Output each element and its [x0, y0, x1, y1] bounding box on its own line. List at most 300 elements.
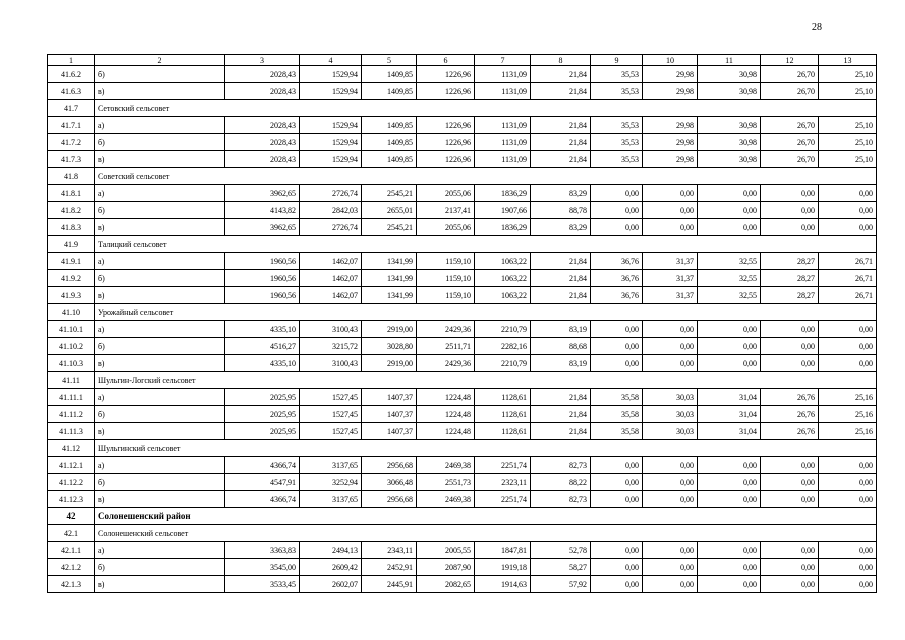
value-cell: 2323,11 — [475, 474, 531, 491]
value-cell: 1226,96 — [417, 66, 475, 83]
value-cell: 29,98 — [643, 151, 698, 168]
section-title: Талицкий сельсовет — [95, 236, 877, 253]
value-cell: 21,84 — [531, 287, 591, 304]
row-code: 41.12.3 — [48, 491, 95, 508]
value-cell: 1226,96 — [417, 83, 475, 100]
value-cell: 1224,48 — [417, 389, 475, 406]
row-code: 41.9.2 — [48, 270, 95, 287]
value-cell: 2429,36 — [417, 321, 475, 338]
value-cell: 1131,09 — [475, 83, 531, 100]
table-row — [48, 321, 877, 338]
value-cell: 1529,94 — [300, 66, 362, 83]
value-cell: 2726,74 — [300, 185, 362, 202]
value-cell: 0,00 — [698, 185, 761, 202]
value-cell: 0,00 — [698, 491, 761, 508]
value-cell: 0,00 — [819, 542, 877, 559]
value-cell: 0,00 — [698, 576, 761, 593]
value-cell: 31,04 — [698, 406, 761, 423]
value-cell: 0,00 — [643, 474, 698, 491]
value-cell: 3363,83 — [225, 542, 300, 559]
section-row — [48, 525, 877, 542]
value-cell: 25,16 — [819, 423, 877, 440]
value-cell: 0,00 — [819, 185, 877, 202]
value-cell: 88,22 — [531, 474, 591, 491]
value-cell: 0,00 — [643, 491, 698, 508]
value-cell: 1960,56 — [225, 270, 300, 287]
row-code: 42.1.2 — [48, 559, 95, 576]
column-header-cell: 10 — [643, 55, 698, 66]
section-row — [48, 100, 877, 117]
value-cell: 26,70 — [761, 134, 819, 151]
value-cell: 0,00 — [643, 355, 698, 372]
value-cell: 2726,74 — [300, 219, 362, 236]
value-cell: 2282,16 — [475, 338, 531, 355]
section-title: Солонешенский район — [95, 508, 877, 525]
value-cell: 0,00 — [761, 559, 819, 576]
value-cell: 1960,56 — [225, 287, 300, 304]
value-cell: 2082,65 — [417, 576, 475, 593]
value-cell: 0,00 — [761, 542, 819, 559]
column-header-cell: 5 — [362, 55, 417, 66]
section-title: Шульгинский сельсовет — [95, 440, 877, 457]
value-cell: 1907,66 — [475, 202, 531, 219]
value-cell: 0,00 — [761, 185, 819, 202]
value-cell: 2445,91 — [362, 576, 417, 593]
value-cell: 2137,41 — [417, 202, 475, 219]
value-cell: 26,71 — [819, 270, 877, 287]
row-label: в) — [95, 491, 225, 508]
row-code: 41.12.2 — [48, 474, 95, 491]
column-header-cell: 6 — [417, 55, 475, 66]
value-cell: 30,03 — [643, 423, 698, 440]
value-cell: 1128,61 — [475, 423, 531, 440]
value-cell: 0,00 — [761, 491, 819, 508]
value-cell: 26,70 — [761, 151, 819, 168]
value-cell: 21,84 — [531, 66, 591, 83]
section-row — [48, 168, 877, 185]
value-cell: 1527,45 — [300, 423, 362, 440]
value-cell: 2469,38 — [417, 491, 475, 508]
column-header-cell: 7 — [475, 55, 531, 66]
table-row — [48, 576, 877, 593]
value-cell: 3100,43 — [300, 321, 362, 338]
value-cell: 1224,48 — [417, 423, 475, 440]
value-cell: 4335,10 — [225, 355, 300, 372]
value-cell: 82,73 — [531, 491, 591, 508]
table-row — [48, 270, 877, 287]
row-code: 41.8.2 — [48, 202, 95, 219]
value-cell: 0,00 — [819, 457, 877, 474]
value-cell: 26,71 — [819, 253, 877, 270]
row-label: а) — [95, 389, 225, 406]
column-header-cell: 1 — [48, 55, 95, 66]
value-cell: 0,00 — [819, 338, 877, 355]
value-cell: 0,00 — [819, 355, 877, 372]
value-cell: 0,00 — [643, 202, 698, 219]
value-cell: 1407,37 — [362, 389, 417, 406]
value-cell: 0,00 — [698, 355, 761, 372]
value-cell: 1063,22 — [475, 287, 531, 304]
value-cell: 0,00 — [643, 321, 698, 338]
value-cell: 0,00 — [643, 185, 698, 202]
value-cell: 0,00 — [698, 202, 761, 219]
value-cell: 31,04 — [698, 423, 761, 440]
row-code: 41.11.3 — [48, 423, 95, 440]
value-cell: 3215,72 — [300, 338, 362, 355]
value-cell: 2655,01 — [362, 202, 417, 219]
value-cell: 21,84 — [531, 134, 591, 151]
value-cell: 0,00 — [819, 202, 877, 219]
value-cell: 3137,65 — [300, 457, 362, 474]
value-cell: 0,00 — [591, 491, 643, 508]
table-row — [48, 559, 877, 576]
value-cell: 4366,74 — [225, 491, 300, 508]
value-cell: 2956,68 — [362, 457, 417, 474]
column-header-cell: 13 — [819, 55, 877, 66]
value-cell: 0,00 — [643, 559, 698, 576]
row-label: в) — [95, 423, 225, 440]
row-code: 41.8.1 — [48, 185, 95, 202]
row-code: 41.12.1 — [48, 457, 95, 474]
row-code: 41.11.2 — [48, 406, 95, 423]
page-number: 28 — [812, 22, 822, 33]
value-cell: 0,00 — [819, 474, 877, 491]
value-cell: 4143,82 — [225, 202, 300, 219]
value-cell: 2511,71 — [417, 338, 475, 355]
value-cell: 2028,43 — [225, 83, 300, 100]
table-row — [48, 389, 877, 406]
value-cell: 0,00 — [698, 542, 761, 559]
value-cell: 4366,74 — [225, 457, 300, 474]
value-cell: 26,70 — [761, 117, 819, 134]
value-cell: 21,84 — [531, 253, 591, 270]
value-cell: 1224,48 — [417, 406, 475, 423]
value-cell: 25,10 — [819, 117, 877, 134]
value-cell: 30,98 — [698, 66, 761, 83]
value-cell: 0,00 — [819, 219, 877, 236]
value-cell: 1527,45 — [300, 406, 362, 423]
row-code: 42.1.3 — [48, 576, 95, 593]
column-header-cell: 9 — [591, 55, 643, 66]
value-cell: 88,68 — [531, 338, 591, 355]
value-cell: 26,71 — [819, 287, 877, 304]
value-cell: 35,53 — [591, 151, 643, 168]
value-cell: 31,37 — [643, 287, 698, 304]
value-cell: 2452,91 — [362, 559, 417, 576]
value-cell: 0,00 — [761, 355, 819, 372]
value-cell: 1529,94 — [300, 117, 362, 134]
row-label: а) — [95, 457, 225, 474]
section-row — [48, 372, 877, 389]
value-cell: 1128,61 — [475, 406, 531, 423]
value-cell: 29,98 — [643, 117, 698, 134]
value-cell: 1529,94 — [300, 83, 362, 100]
row-code: 41.9.3 — [48, 287, 95, 304]
section-title: Сетовский сельсовет — [95, 100, 877, 117]
value-cell: 1226,96 — [417, 151, 475, 168]
value-cell: 0,00 — [643, 219, 698, 236]
value-cell: 3533,45 — [225, 576, 300, 593]
value-cell: 1063,22 — [475, 253, 531, 270]
row-code: 41.12 — [48, 440, 95, 457]
value-cell: 83,19 — [531, 355, 591, 372]
row-label: б) — [95, 406, 225, 423]
value-cell: 1407,37 — [362, 406, 417, 423]
value-cell: 35,53 — [591, 134, 643, 151]
value-cell: 2919,00 — [362, 321, 417, 338]
value-cell: 2025,95 — [225, 406, 300, 423]
district-row — [48, 508, 877, 525]
value-cell: 31,37 — [643, 253, 698, 270]
value-cell: 0,00 — [761, 338, 819, 355]
row-code: 41.8.3 — [48, 219, 95, 236]
value-cell: 2545,21 — [362, 219, 417, 236]
value-cell: 58,27 — [531, 559, 591, 576]
value-cell: 21,84 — [531, 423, 591, 440]
table-row — [48, 117, 877, 134]
row-code: 41.8 — [48, 168, 95, 185]
value-cell: 0,00 — [643, 542, 698, 559]
value-cell: 0,00 — [761, 219, 819, 236]
tariff-table — [47, 54, 877, 593]
row-label: а) — [95, 253, 225, 270]
value-cell: 0,00 — [698, 338, 761, 355]
value-cell: 2210,79 — [475, 355, 531, 372]
value-cell: 1226,96 — [417, 134, 475, 151]
table-row — [48, 457, 877, 474]
row-label: а) — [95, 321, 225, 338]
value-cell: 0,00 — [761, 457, 819, 474]
row-code: 41.11.1 — [48, 389, 95, 406]
value-cell: 0,00 — [591, 338, 643, 355]
value-cell: 35,58 — [591, 406, 643, 423]
value-cell: 1836,29 — [475, 185, 531, 202]
value-cell: 1409,85 — [362, 66, 417, 83]
row-label: б) — [95, 559, 225, 576]
table-row — [48, 355, 877, 372]
value-cell: 28,27 — [761, 270, 819, 287]
value-cell: 2551,73 — [417, 474, 475, 491]
value-cell: 2055,06 — [417, 185, 475, 202]
row-code: 41.10.2 — [48, 338, 95, 355]
row-label: в) — [95, 576, 225, 593]
value-cell: 2343,11 — [362, 542, 417, 559]
value-cell: 2028,43 — [225, 117, 300, 134]
value-cell: 2251,74 — [475, 491, 531, 508]
value-cell: 0,00 — [761, 202, 819, 219]
value-cell: 26,70 — [761, 83, 819, 100]
value-cell: 35,58 — [591, 423, 643, 440]
value-cell: 2025,95 — [225, 423, 300, 440]
value-cell: 3100,43 — [300, 355, 362, 372]
value-cell: 25,10 — [819, 151, 877, 168]
table-row — [48, 253, 877, 270]
table-row — [48, 66, 877, 83]
value-cell: 29,98 — [643, 66, 698, 83]
table-row — [48, 474, 877, 491]
table-row — [48, 185, 877, 202]
value-cell: 2842,03 — [300, 202, 362, 219]
value-cell: 0,00 — [698, 559, 761, 576]
table-row — [48, 287, 877, 304]
value-cell: 0,00 — [698, 474, 761, 491]
value-cell: 2028,43 — [225, 134, 300, 151]
value-cell: 0,00 — [819, 491, 877, 508]
value-cell: 0,00 — [698, 219, 761, 236]
value-cell: 0,00 — [591, 219, 643, 236]
value-cell: 29,98 — [643, 83, 698, 100]
row-label: в) — [95, 355, 225, 372]
row-label: б) — [95, 134, 225, 151]
table-row — [48, 83, 877, 100]
value-cell: 52,78 — [531, 542, 591, 559]
value-cell: 0,00 — [761, 321, 819, 338]
value-cell: 2005,55 — [417, 542, 475, 559]
section-row — [48, 304, 877, 321]
value-cell: 35,53 — [591, 83, 643, 100]
value-cell: 0,00 — [591, 576, 643, 593]
row-label: б) — [95, 474, 225, 491]
value-cell: 1159,10 — [417, 253, 475, 270]
value-cell: 1409,85 — [362, 151, 417, 168]
value-cell: 1159,10 — [417, 287, 475, 304]
value-cell: 83,19 — [531, 321, 591, 338]
section-title: Урожайный сельсовет — [95, 304, 877, 321]
column-header-cell: 4 — [300, 55, 362, 66]
value-cell: 1063,22 — [475, 270, 531, 287]
value-cell: 2028,43 — [225, 151, 300, 168]
value-cell: 3137,65 — [300, 491, 362, 508]
section-row — [48, 236, 877, 253]
value-cell: 1131,09 — [475, 151, 531, 168]
row-label: б) — [95, 270, 225, 287]
row-label: в) — [95, 151, 225, 168]
row-code: 41.6.3 — [48, 83, 95, 100]
row-code: 42.1 — [48, 525, 95, 542]
table-row — [48, 134, 877, 151]
value-cell: 3028,80 — [362, 338, 417, 355]
value-cell: 1409,85 — [362, 134, 417, 151]
value-cell: 3252,94 — [300, 474, 362, 491]
value-cell: 0,00 — [761, 474, 819, 491]
value-cell: 30,98 — [698, 151, 761, 168]
section-title: Советский сельсовет — [95, 168, 877, 185]
row-label: б) — [95, 338, 225, 355]
value-cell: 21,84 — [531, 117, 591, 134]
value-cell: 1159,10 — [417, 270, 475, 287]
value-cell: 30,98 — [698, 117, 761, 134]
value-cell: 25,16 — [819, 406, 877, 423]
value-cell: 1836,29 — [475, 219, 531, 236]
table-row — [48, 151, 877, 168]
section-row — [48, 440, 877, 457]
value-cell: 35,53 — [591, 117, 643, 134]
row-code: 41.10 — [48, 304, 95, 321]
value-cell: 0,00 — [591, 321, 643, 338]
value-cell: 32,55 — [698, 253, 761, 270]
table-row — [48, 202, 877, 219]
value-cell: 36,76 — [591, 270, 643, 287]
value-cell: 88,78 — [531, 202, 591, 219]
value-cell: 3962,65 — [225, 185, 300, 202]
value-cell: 2087,90 — [417, 559, 475, 576]
row-label: б) — [95, 66, 225, 83]
value-cell: 2919,00 — [362, 355, 417, 372]
value-cell: 3962,65 — [225, 219, 300, 236]
value-cell: 2251,74 — [475, 457, 531, 474]
value-cell: 57,92 — [531, 576, 591, 593]
column-header-cell: 8 — [531, 55, 591, 66]
row-code: 41.10.1 — [48, 321, 95, 338]
row-code: 41.6.2 — [48, 66, 95, 83]
value-cell: 29,98 — [643, 134, 698, 151]
row-code: 42 — [48, 508, 95, 525]
value-cell: 32,55 — [698, 270, 761, 287]
column-header-cell: 2 — [95, 55, 225, 66]
value-cell: 4335,10 — [225, 321, 300, 338]
table-row — [48, 338, 877, 355]
value-cell: 1919,18 — [475, 559, 531, 576]
value-cell: 28,27 — [761, 287, 819, 304]
value-cell: 4516,27 — [225, 338, 300, 355]
value-cell: 1341,99 — [362, 253, 417, 270]
row-label: в) — [95, 219, 225, 236]
value-cell: 1462,07 — [300, 270, 362, 287]
value-cell: 21,84 — [531, 151, 591, 168]
value-cell: 83,29 — [531, 185, 591, 202]
value-cell: 1341,99 — [362, 270, 417, 287]
value-cell: 32,55 — [698, 287, 761, 304]
value-cell: 82,73 — [531, 457, 591, 474]
value-cell: 2055,06 — [417, 219, 475, 236]
row-code: 41.10.3 — [48, 355, 95, 372]
value-cell: 21,84 — [531, 270, 591, 287]
value-cell: 0,00 — [591, 542, 643, 559]
value-cell: 25,10 — [819, 134, 877, 151]
value-cell: 25,10 — [819, 83, 877, 100]
value-cell: 1409,85 — [362, 83, 417, 100]
value-cell: 4547,91 — [225, 474, 300, 491]
value-cell: 0,00 — [591, 185, 643, 202]
table-row — [48, 406, 877, 423]
value-cell: 3545,00 — [225, 559, 300, 576]
value-cell: 25,10 — [819, 66, 877, 83]
row-code: 41.9 — [48, 236, 95, 253]
value-cell: 35,58 — [591, 389, 643, 406]
value-cell: 26,76 — [761, 423, 819, 440]
value-cell: 2210,79 — [475, 321, 531, 338]
value-cell: 26,70 — [761, 66, 819, 83]
value-cell: 2602,07 — [300, 576, 362, 593]
value-cell: 1462,07 — [300, 253, 362, 270]
row-code: 41.7.1 — [48, 117, 95, 134]
value-cell: 0,00 — [761, 576, 819, 593]
row-label: в) — [95, 287, 225, 304]
value-cell: 30,98 — [698, 83, 761, 100]
row-code: 41.7.2 — [48, 134, 95, 151]
value-cell: 1960,56 — [225, 253, 300, 270]
value-cell: 21,84 — [531, 83, 591, 100]
value-cell: 31,04 — [698, 389, 761, 406]
value-cell: 2469,38 — [417, 457, 475, 474]
value-cell: 1226,96 — [417, 117, 475, 134]
table-row — [48, 542, 877, 559]
value-cell: 2028,43 — [225, 66, 300, 83]
value-cell: 21,84 — [531, 406, 591, 423]
value-cell: 0,00 — [819, 559, 877, 576]
column-header-cell: 3 — [225, 55, 300, 66]
value-cell: 1131,09 — [475, 66, 531, 83]
